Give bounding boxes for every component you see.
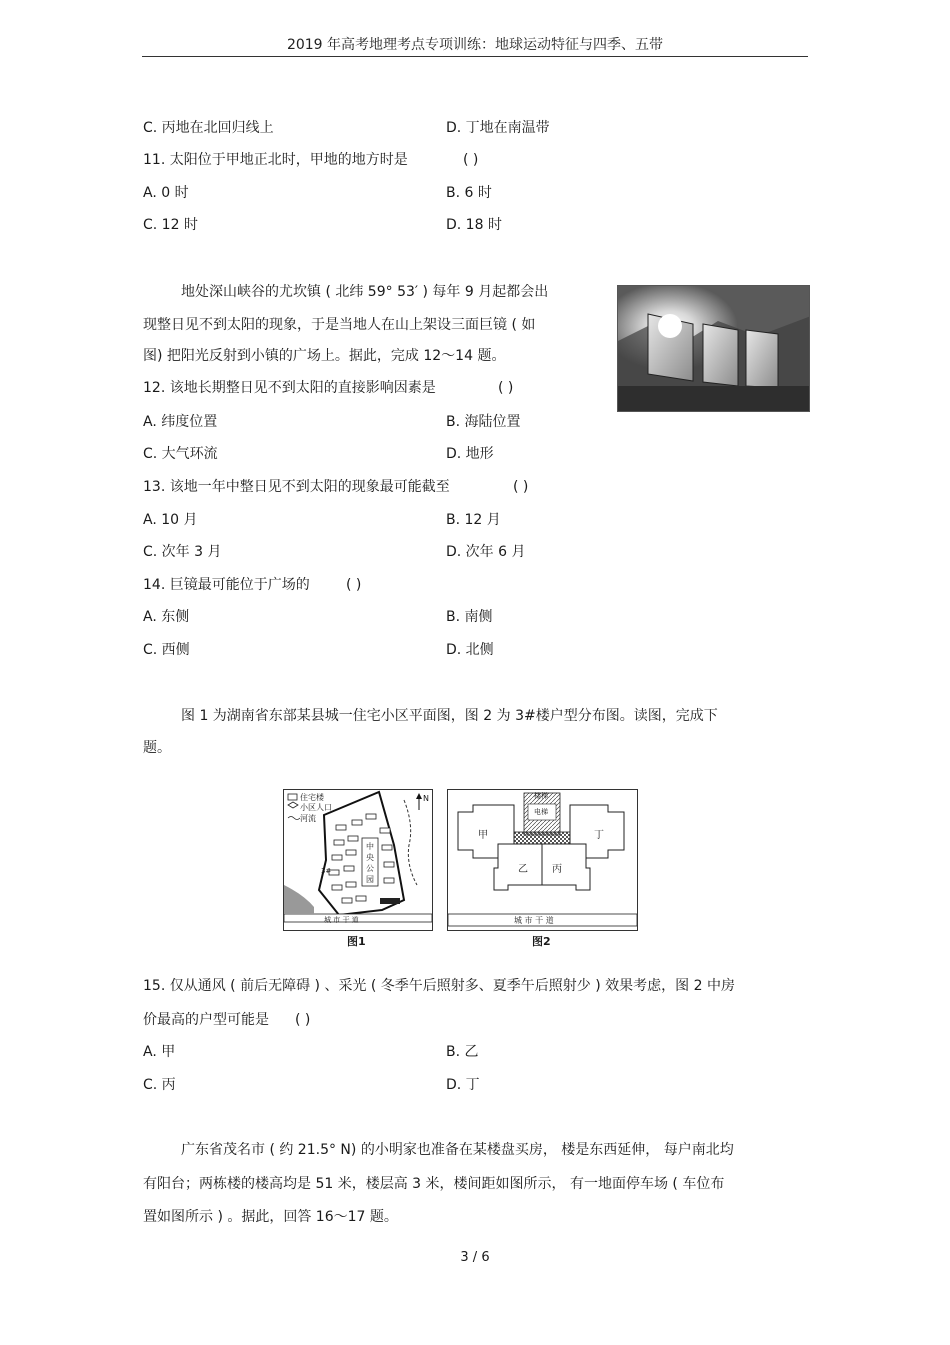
fig1-legend-building: 住宅楼	[300, 793, 324, 802]
q14-option-d: D. 北侧	[446, 642, 494, 658]
q11-option-a: A. 0 时	[143, 185, 189, 201]
passage3-line1: 广东省茂名市 ( 约 21.5° N) 的小明家也准备在某楼盘买房， 楼是东西延伸， 每户南北均	[181, 1142, 734, 1158]
q12-stem: 12. 该地长期整日见不到太阳的直接影响因素是	[143, 380, 436, 396]
fig2-unit-jia: 甲	[478, 830, 488, 841]
q14-option-c: C. 西侧	[143, 642, 190, 658]
q11-option-c: C. 12 时	[143, 217, 198, 233]
figure1-site-plan	[283, 789, 433, 931]
passage1-line3: 图) 把阳光反射到小镇的广场上。据此，完成 12～14 题。	[143, 348, 506, 364]
fig1-road-label: 城 市 干 道	[324, 916, 359, 924]
q12-answer-paren: ( )	[498, 380, 514, 396]
fig1-park-char4: 园	[366, 875, 374, 884]
q13-option-d: D. 次年 6 月	[446, 544, 526, 560]
q15-option-c: C. 丙	[143, 1077, 176, 1093]
figure2-floor-plan	[447, 789, 638, 931]
figure1-caption: 图1	[347, 935, 366, 948]
q14-option-a: A. 东侧	[143, 609, 190, 625]
mirrors-photo	[617, 285, 810, 412]
q12-option-a: A. 纬度位置	[143, 414, 218, 430]
fig2-elevator-label: 电梯	[534, 808, 548, 816]
q15-option-a: A. 甲	[143, 1044, 176, 1060]
q15-option-b: B. 乙	[446, 1044, 479, 1060]
passage3-line3: 置如图所示 ) 。据此，回答 16～17 题。	[143, 1209, 398, 1225]
q15-option-d: D. 丁	[446, 1077, 480, 1093]
q14-stem: 14. 巨镜最可能位于广场的	[143, 577, 310, 593]
q10-option-c: C. 丙地在北回归线上	[143, 120, 274, 136]
passage3-line2: 有阳台；两栋楼的楼高均是 51 米，楼层高 3 米，楼间距如图所示， 有一地面停车场 ( 车位布	[143, 1176, 725, 1192]
q13-option-b: B. 12 月	[446, 512, 501, 528]
passage2-line1: 图 1 为湖南省东部某县城一住宅小区平面图，图 2 为 3#楼户型分布图。读图，完成下	[181, 708, 718, 724]
fig1-legend-entrance: 小区人口	[300, 803, 332, 812]
page-number: 3 / 6	[460, 1250, 490, 1265]
fig2-stair-label: 楼梯	[534, 792, 548, 800]
fig2-unit-yi: 乙	[518, 864, 528, 875]
q12-option-d: D. 地形	[446, 446, 494, 462]
q13-option-c: C. 次年 3 月	[143, 544, 222, 560]
passage1-line2: 现整日见不到太阳的现象，于是当地人在山上架设三面巨镜 ( 如	[143, 317, 536, 333]
q15-answer-paren: ( )	[295, 1012, 311, 1028]
fig2-road-label: 城 市 干 道	[514, 916, 554, 925]
q12-option-c: C. 大气环流	[143, 446, 218, 462]
q13-stem: 13. 该地一年中整日见不到太阳的现象最可能截至	[143, 479, 450, 495]
fig1-legend-river: 河流	[300, 814, 316, 823]
mirrors-photo-graphic	[618, 286, 810, 412]
q11-stem: 11. 太阳位于甲地正北时，甲地的地方时是	[143, 152, 408, 168]
q11-option-d: D. 18 时	[446, 217, 502, 233]
q11-answer-paren: ( )	[463, 152, 479, 168]
passage1-line1: 地处深山峡谷的尤坎镇 ( 北纬 59° 53′ ) 每年 9 月起都会出	[181, 284, 549, 300]
fig1-park-char2: 央	[366, 853, 374, 862]
q13-option-a: A. 10 月	[143, 512, 198, 528]
q13-answer-paren: ( )	[513, 479, 529, 495]
fig2-unit-ding: 丁	[594, 830, 604, 841]
q11-option-b: B. 6 时	[446, 185, 492, 201]
fig2-unit-bing: 丙	[552, 864, 562, 875]
q15-stem-line2: 价最高的户型可能是	[143, 1012, 269, 1028]
fig1-park-char1: 中	[366, 842, 374, 851]
page-header: 2019 年高考地理考点专项训练：地球运动特征与四季、五带	[142, 34, 808, 57]
figure2-caption: 图2	[532, 935, 551, 948]
fig1-park-char3: 公	[366, 864, 374, 873]
fig1-north-label: N	[423, 794, 429, 803]
q14-option-b: B. 南侧	[446, 609, 493, 625]
q14-answer-paren: ( )	[346, 577, 362, 593]
fig1-building-3: 3#	[321, 867, 332, 875]
q12-option-b: B. 海陆位置	[446, 414, 521, 430]
passage2-line2: 题。	[143, 740, 171, 756]
q15-stem-line1: 15. 仅从通风 ( 前后无障碍 ) 、采光 ( 冬季午后照射多、夏季午后照射少 ) 效果考虑，图 2 中房	[143, 978, 735, 994]
q10-option-d: D. 丁地在南温带	[446, 120, 550, 136]
